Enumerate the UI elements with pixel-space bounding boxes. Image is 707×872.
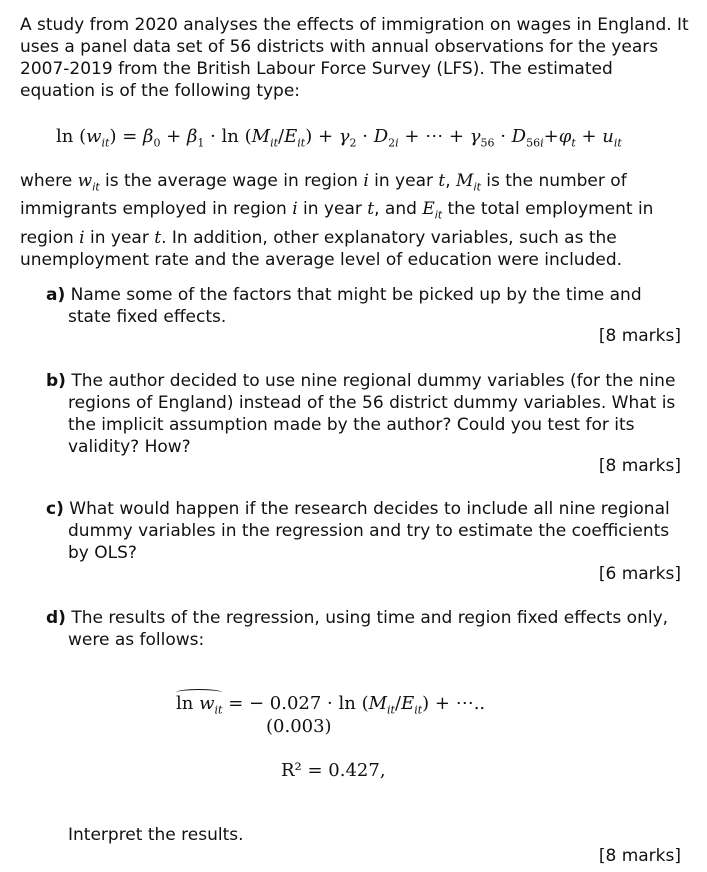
standard-error: (0.003) [266,716,332,737]
marks-c: [6 marks] [598,564,681,584]
marks-b: [8 marks] [598,456,681,476]
intro-paragraph: A study from 2020 analyses the effects of immigration on wages in England. It uses a panel data set of 56 districts with annual observations for the years 2007-2019 from the British Labour Force Survey (LFS). The estimated equation is of the following type: [20,15,689,101]
question-a: a) Name some of the factors that might be picked up by the time and state fixed effects. [46,285,642,327]
r-squared: R² = 0.427, [281,760,386,781]
question-d: d) The results of the regression, using time and region fixed effects only, were as follows: [46,608,669,650]
interpret-instruction: Interpret the results. [68,825,244,845]
question-b: b) The author decided to use nine regional dummy variables (for the nine regions of England) instead of the 56 district dummy variables. What is the implicit assumption made by the author? Could you test for its validity? How? [46,371,676,457]
where-paragraph: where $w_{it}$ is the average wage in region i in year t, $M_{it}$ is the number of immigrants employed in region i in year t, and $E_{it}$ the total employment in region i in year t. In addition, other explanatory variables, such as the unemployment rate and the average level of education were included. [20,171,654,270]
main-equation: $\ln (w_{it}) = \beta_0 + \beta_1 \cdot \ln (M_{it}/E_{it}) + \gamma_2 \cdot D_{2i}$ + ⋯ + $\gamma_{56} \cdot D_{56i}+\varphi_t + u_{it}$ [56,126,622,150]
question-c: c) What would happen if the research decides to include all nine regional dummy variables in the regression and try to estimate the coefficients by OLS? [46,499,670,563]
marks-a: [8 marks] [598,326,681,346]
marks-d: [8 marks] [598,846,681,866]
result-equation: $\ln w_{it}$ = − $0.027 \cdot \ln (M_{it}/E_{it})$ + ⋯.. [176,693,486,717]
